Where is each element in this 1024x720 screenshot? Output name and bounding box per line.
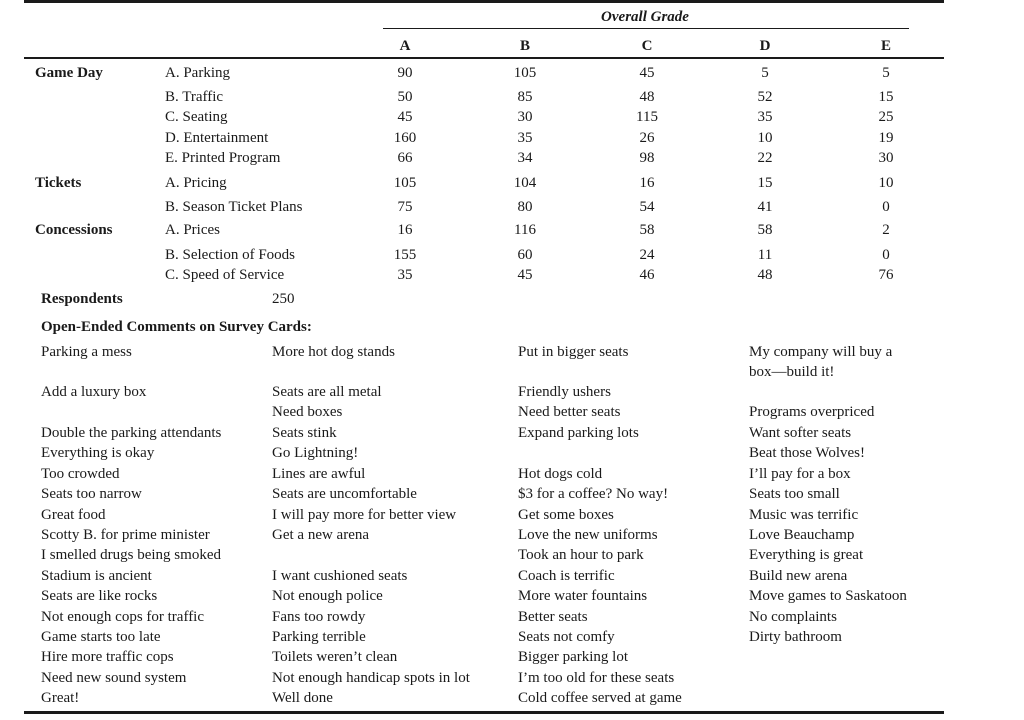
grade-count-cell: 98 bbox=[639, 150, 655, 166]
grade-count-cell: 66 bbox=[397, 150, 413, 166]
grade-count-cell: 2 bbox=[882, 222, 890, 238]
grade-count-cell: 35 bbox=[397, 267, 413, 283]
grade-count-cell: 5 bbox=[761, 65, 769, 81]
comment-text: Seats are uncomfortable bbox=[272, 486, 417, 502]
grade-count-cell: 16 bbox=[397, 222, 413, 238]
comment-text: Hot dogs cold bbox=[518, 466, 603, 482]
comment-text: Bigger parking lot bbox=[518, 649, 628, 665]
comment-text: Seats too narrow bbox=[41, 486, 142, 502]
comment-text: Coach is terrific bbox=[518, 568, 615, 584]
comment-text: Need new sound system bbox=[41, 670, 187, 686]
comments-heading: Open-Ended Comments on Survey Cards: bbox=[41, 319, 312, 335]
grade-count-cell: 155 bbox=[393, 247, 417, 263]
group-label: Game Day bbox=[35, 65, 103, 81]
grade-count-cell: 80 bbox=[517, 199, 533, 215]
comment-text: Want softer seats bbox=[749, 425, 852, 441]
comment-text: Put in bigger seats bbox=[518, 344, 629, 360]
grade-column-header: E bbox=[880, 38, 892, 54]
comment-text: Love Beauchamp bbox=[749, 527, 855, 543]
grade-count-cell: 115 bbox=[636, 109, 658, 125]
grade-count-cell: 76 bbox=[878, 267, 894, 283]
item-label: A. Parking bbox=[165, 65, 230, 81]
grade-column-header: B bbox=[519, 38, 531, 54]
grade-count-cell: 35 bbox=[517, 130, 533, 146]
grade-count-cell: 5 bbox=[882, 65, 890, 81]
grade-count-cell: 54 bbox=[639, 199, 655, 215]
respondents-value: 250 bbox=[272, 291, 295, 307]
comment-text: Great food bbox=[41, 507, 106, 523]
grade-count-cell: 15 bbox=[757, 175, 773, 191]
grade-count-cell: 52 bbox=[757, 89, 773, 105]
comment-text: Parking a mess bbox=[41, 344, 132, 360]
comment-text: Friendly ushers bbox=[518, 384, 611, 400]
comment-text: Parking terrible bbox=[272, 629, 366, 645]
comment-text: My company will buy a bbox=[749, 344, 893, 360]
comment-text: $3 for a coffee? No way! bbox=[518, 486, 669, 502]
grade-count-cell: 30 bbox=[878, 150, 894, 166]
comment-text: Seats stink bbox=[272, 425, 337, 441]
grade-count-cell: 24 bbox=[639, 247, 655, 263]
bottom-rule bbox=[24, 711, 944, 714]
item-label: D. Entertainment bbox=[165, 130, 269, 146]
comment-text: Fans too rowdy bbox=[272, 609, 366, 625]
overall-grade-heading: Overall Grade bbox=[601, 9, 689, 25]
grade-count-cell: 46 bbox=[639, 267, 655, 283]
comment-text: Move games to Saskatoon bbox=[749, 588, 907, 604]
comment-text: Seats not comfy bbox=[518, 629, 615, 645]
comment-text: Too crowded bbox=[41, 466, 120, 482]
grade-count-cell: 105 bbox=[513, 65, 537, 81]
grade-count-cell: 48 bbox=[757, 267, 773, 283]
grade-count-cell: 34 bbox=[517, 150, 533, 166]
item-label: B. Traffic bbox=[165, 89, 224, 105]
grade-count-cell: 25 bbox=[878, 109, 894, 125]
grade-count-cell: 0 bbox=[882, 199, 890, 215]
comment-text: Hire more traffic cops bbox=[41, 649, 174, 665]
comment-text: Seats too small bbox=[749, 486, 840, 502]
grade-count-cell: 16 bbox=[639, 175, 655, 191]
comment-text: No complaints bbox=[749, 609, 837, 625]
comment-text: Took an hour to park bbox=[518, 547, 644, 563]
grade-column-header: C bbox=[641, 38, 653, 54]
grade-count-cell: 26 bbox=[639, 130, 655, 146]
comment-text: Add a luxury box bbox=[41, 384, 147, 400]
grade-count-cell: 15 bbox=[878, 89, 894, 105]
grade-count-cell: 48 bbox=[639, 89, 655, 105]
comment-text: Love the new uniforms bbox=[518, 527, 658, 543]
grade-count-cell: 10 bbox=[757, 130, 773, 146]
grade-count-cell: 19 bbox=[878, 130, 894, 146]
grade-column-header: D bbox=[759, 38, 771, 54]
grade-column-header: A bbox=[399, 38, 411, 54]
item-label: C. Speed of Service bbox=[165, 267, 285, 283]
comment-text: Everything is okay bbox=[41, 445, 155, 461]
comment-text: Get some boxes bbox=[518, 507, 614, 523]
comment-text: I will pay more for better view bbox=[272, 507, 457, 523]
top-rule bbox=[24, 0, 944, 3]
comment-text: Music was terrific bbox=[749, 507, 859, 523]
grade-count-cell: 58 bbox=[757, 222, 773, 238]
grade-count-cell: 75 bbox=[397, 199, 413, 215]
comment-text: Seats are like rocks bbox=[41, 588, 158, 604]
comment-text: Need better seats bbox=[518, 404, 621, 420]
grade-count-cell: 104 bbox=[513, 175, 537, 191]
comment-text: Scotty B. for prime minister bbox=[41, 527, 210, 543]
item-label: B. Season Ticket Plans bbox=[165, 199, 303, 215]
group-label: Concessions bbox=[35, 222, 113, 238]
grade-count-cell: 0 bbox=[882, 247, 890, 263]
comment-text: Cold coffee served at game bbox=[518, 690, 682, 706]
comment-text: Everything is great bbox=[749, 547, 864, 563]
comment-text: Get a new arena bbox=[272, 527, 370, 543]
grade-count-cell: 45 bbox=[517, 267, 533, 283]
grade-count-cell: 22 bbox=[757, 150, 773, 166]
comment-text: Toilets weren’t clean bbox=[272, 649, 398, 665]
comment-text: I’m too old for these seats bbox=[518, 670, 675, 686]
grade-count-cell: 45 bbox=[397, 109, 413, 125]
grade-count-cell: 85 bbox=[517, 89, 533, 105]
comment-text: Great! bbox=[41, 690, 80, 706]
grade-count-cell: 160 bbox=[393, 130, 417, 146]
comment-text: Lines are awful bbox=[272, 466, 366, 482]
group-label: Tickets bbox=[35, 175, 82, 191]
grade-count-cell: 105 bbox=[393, 175, 417, 191]
comment-text: Build new arena bbox=[749, 568, 848, 584]
comment-text: Better seats bbox=[518, 609, 588, 625]
respondents-label: Respondents bbox=[41, 291, 123, 307]
grade-count-cell: 60 bbox=[517, 247, 533, 263]
comment-text: I want cushioned seats bbox=[272, 568, 408, 584]
comment-text: I’ll pay for a box bbox=[749, 466, 851, 482]
comment-text: Go Lightning! bbox=[272, 445, 359, 461]
comment-text: I smelled drugs being smoked bbox=[41, 547, 221, 563]
comment-text: Not enough police bbox=[272, 588, 383, 604]
grade-count-cell: 116 bbox=[514, 222, 536, 238]
comment-text: Beat those Wolves! bbox=[749, 445, 865, 461]
comment-text: Stadium is ancient bbox=[41, 568, 152, 584]
comment-text: Double the parking attendants bbox=[41, 425, 222, 441]
grade-count-cell: 50 bbox=[397, 89, 413, 105]
comment-text: Well done bbox=[272, 690, 333, 706]
comment-text: More water fountains bbox=[518, 588, 648, 604]
comment-text: Not enough cops for traffic bbox=[41, 609, 205, 625]
grade-count-cell: 10 bbox=[878, 175, 894, 191]
comment-text: Dirty bathroom bbox=[749, 629, 842, 645]
overall-grade-rule bbox=[383, 28, 909, 29]
grade-count-cell: 45 bbox=[639, 65, 655, 81]
item-label: C. Seating bbox=[165, 109, 228, 125]
grade-count-cell: 90 bbox=[397, 65, 413, 81]
comment-text: Seats are all metal bbox=[272, 384, 382, 400]
comment-text: Not enough handicap spots in lot bbox=[272, 670, 470, 686]
grade-count-cell: 11 bbox=[757, 247, 773, 263]
comment-text: Expand parking lots bbox=[518, 425, 639, 441]
comment-text: Game starts too late bbox=[41, 629, 161, 645]
item-label: A. Prices bbox=[165, 222, 220, 238]
grade-count-cell: 35 bbox=[757, 109, 773, 125]
grade-count-cell: 58 bbox=[639, 222, 655, 238]
item-label: B. Selection of Foods bbox=[165, 247, 295, 263]
item-label: A. Pricing bbox=[165, 175, 227, 191]
comment-text: box—build it! bbox=[749, 364, 835, 380]
comment-text: Need boxes bbox=[272, 404, 343, 420]
item-label: E. Printed Program bbox=[165, 150, 281, 166]
header-bottom-rule bbox=[24, 57, 944, 59]
comment-text: More hot dog stands bbox=[272, 344, 395, 360]
grade-count-cell: 41 bbox=[757, 199, 773, 215]
comment-text: Programs overpriced bbox=[749, 404, 875, 420]
grade-count-cell: 30 bbox=[517, 109, 533, 125]
